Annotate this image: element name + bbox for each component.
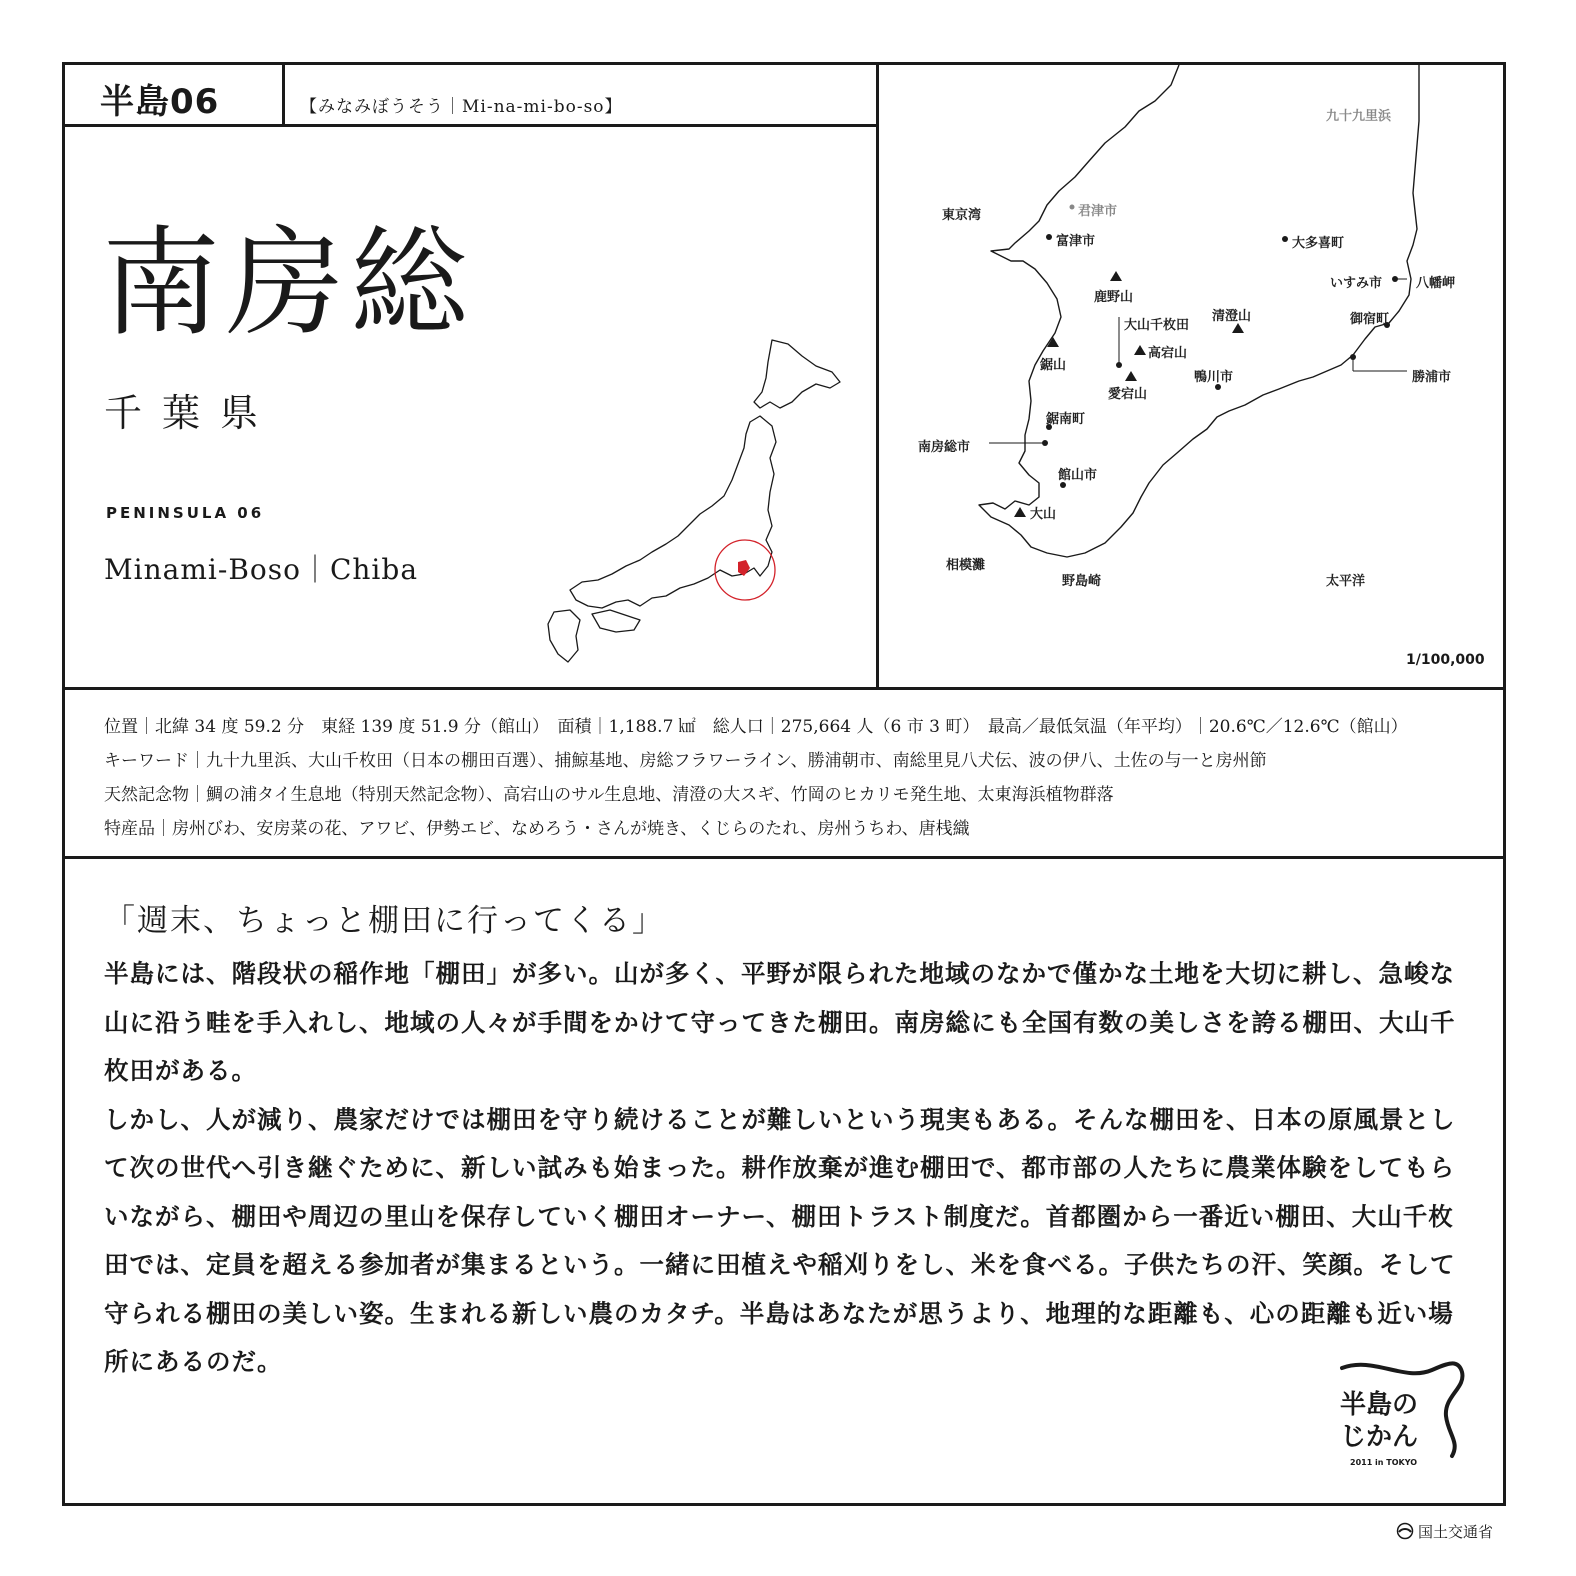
- map-label-kiyosumi: 清澄山: [1212, 309, 1252, 324]
- logo-sub: 2011 in TOKYO: [1350, 1458, 1418, 1467]
- footer-credit: 国土交通省: [1418, 1523, 1494, 1541]
- map-label-hachimanmisaki: 八幡岬: [1416, 276, 1456, 291]
- map-label-otaki: 大多喜町: [1292, 236, 1345, 251]
- atago-mountain-icon: [1125, 371, 1137, 381]
- reading-label: 【みなみぼうそう｜Mi-na-mi-bo-so】: [300, 97, 623, 117]
- info-top-divider: [62, 687, 1506, 690]
- boso-regional-map: [879, 65, 1503, 687]
- map-label-isumi: いすみ市: [1330, 276, 1383, 291]
- info-monuments-line: 天然記念物｜鯛の浦タイ生息地（特別天然記念物）、高宕山のサル生息地、清澄の大スギ、竹岡のヒカリモ発生地、太東海浜植物群落: [104, 785, 1114, 805]
- map-label-onjuku: 御宿町: [1350, 312, 1390, 327]
- map-label-kimitsu: 君津市: [1078, 204, 1118, 219]
- map-label-sagami-bay: 相模灘: [946, 558, 986, 573]
- header-divider: [62, 124, 878, 127]
- map-label-tateyama: 館山市: [1058, 468, 1098, 483]
- oyama-mountain-icon: [1014, 507, 1026, 517]
- map-label-katsuura: 勝浦市: [1412, 370, 1452, 385]
- page-title: 南房総: [102, 214, 475, 352]
- map-label-kyonan: 鋸南町: [1046, 412, 1086, 427]
- header-cell-divider: [282, 62, 285, 126]
- map-label-nokogiri: 鋸山: [1040, 358, 1067, 373]
- map-scale: 1/100,000: [1406, 652, 1485, 668]
- logo-line-1: 半島の: [1340, 1390, 1419, 1420]
- kanozan-mountain-icon: [1110, 271, 1122, 281]
- map-label-tokyo-bay: 東京湾: [942, 208, 982, 223]
- prefecture-name: 千葉県: [104, 391, 279, 435]
- info-keywords-line: キーワード｜九十九里浜、大山千枚田（日本の棚田百選）、捕鯨基地、房総フラワーライン、勝浦朝市、南総里見八犬伝、波の伊八、土佐の与一と房州節: [104, 751, 1267, 771]
- kimitsu-marker: [1070, 205, 1075, 210]
- headline: 「週末、ちょっと棚田に行ってくる」: [104, 903, 665, 939]
- otaki-marker: [1282, 236, 1288, 242]
- info-specialties-line: 特産品｜房州びわ、安房菜の花、アワビ、伊勢エビ、なめろう・さんが焼き、くじらのたれ、房州うちわ、唐桟織: [104, 819, 970, 839]
- takago-mountain-icon: [1134, 345, 1146, 355]
- info-location-line: 位置｜北緯 34 度 59.2 分 東経 139 度 51.9 分（館山） 面積｜1,188.7 ㎢ 総人口｜275,664 人（6 市 3 町） 最高／最低気温（年平均）｜20.6℃／12.6℃（館山）: [104, 717, 1408, 737]
- body-text: [104, 950, 1472, 1387]
- map-label-kamogawa: 鴨川市: [1194, 370, 1234, 385]
- body-paragraph-2: しかし、人が減り、農家だけでは棚田を守り続けることが難しいという現実もある。そんな棚田を、日本の原風景として次の世代へ引き継ぐために、新しい試みも始まった。耕作放棄が進む棚田で、都市部の人たちに農業体験をしてもらいながら、棚田や周辺の里山を保存していく棚田オーナー、棚田トラスト制度だ。首都圏から一番近い棚田、大山千枚田では、定員を超える参加者が集まるという。一緒に田植えや稲刈りをし、米を食べる。子供たちの汗、笑顔。そして守られる棚田の美しい姿。生まれる新しい農のカタチ。半島はあなたが思うより、地理的な距離も、心の距離も近い場所にあるのだ。: [104, 1104, 1456, 1376]
- map-label-takagoyama: 高宕山: [1148, 346, 1188, 361]
- peninsula-label: PENINSULA 06: [106, 504, 265, 522]
- peninsula-number-label: 半島06: [100, 82, 220, 122]
- logo-line-2: じかん: [1340, 1422, 1419, 1452]
- kiyosumi-mountain-icon: [1232, 323, 1244, 333]
- boso-highlight: [738, 560, 750, 576]
- map-label-nojimazaki: 野島崎: [1062, 574, 1102, 589]
- english-name: Minami-Boso｜Chiba: [104, 553, 419, 586]
- map-label-atagoyama: 愛宕山: [1108, 387, 1148, 402]
- map-label-kanozan: 鹿野山: [1094, 290, 1134, 305]
- info-bottom-divider: [62, 856, 1506, 859]
- map-label-pacific: 太平洋: [1326, 574, 1366, 589]
- futtsu-marker: [1046, 234, 1052, 240]
- map-label-minamiboso: 南房総市: [918, 440, 971, 455]
- ministry-logo-icon: [1396, 1522, 1414, 1540]
- map-label-oyama-senmaida: 大山千枚田: [1124, 318, 1190, 333]
- japan-locator-map: [540, 330, 850, 670]
- map-label-futtsu: 富津市: [1056, 234, 1096, 249]
- map-label-kujukuri: 九十九里浜: [1326, 109, 1392, 124]
- body-paragraph-1: 半島には、階段状の稲作地「棚田」が多い。山が多く、平野が限られた地域のなかで僅かな土地を大切に耕し、急峻な山に沿う畦を手入れし、地域の人々が手間をかけて守ってきた棚田。南房総にも全国有数の美しさを誇る棚田、大山千枚田がある。: [104, 959, 1456, 1085]
- map-label-oyama: 大山: [1030, 507, 1057, 522]
